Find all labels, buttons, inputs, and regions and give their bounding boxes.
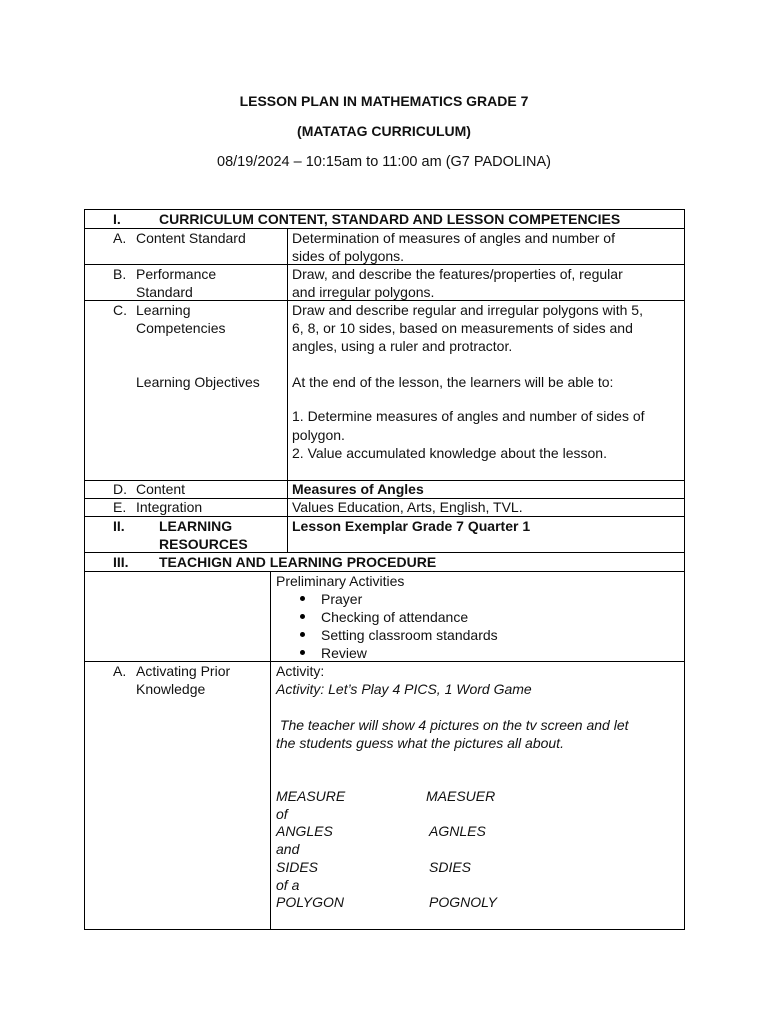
objectives-intro: At the end of the lesson, the learners will be able to: bbox=[292, 374, 614, 390]
row-b-value-line: Draw, and describe the features/properties of, regular bbox=[292, 266, 623, 282]
section2-title-line: LEARNING bbox=[159, 518, 233, 534]
clue-word: of a bbox=[276, 877, 300, 893]
clue-word: POLYGON bbox=[276, 894, 344, 910]
scrambled-word: MAESUER bbox=[426, 788, 496, 804]
activity-title: Activity: Let’s Play 4 PICS, 1 Word Game bbox=[276, 681, 532, 697]
clue-word: of bbox=[276, 806, 288, 822]
clue-word: MEASURE bbox=[276, 788, 346, 804]
row-c-value-line: 6, 8, or 10 sides, based on measurements of sides and bbox=[292, 320, 633, 336]
activating-label-line: Activating Prior bbox=[136, 663, 231, 679]
row-d-letter: D. bbox=[113, 481, 127, 497]
preliminary-item: Prayer bbox=[321, 591, 363, 607]
bullet-icon bbox=[300, 596, 305, 601]
row-a-value-line: Determination of measures of angles and number of bbox=[292, 230, 615, 246]
row-d-value: Measures of Angles bbox=[292, 481, 424, 497]
bullet-icon bbox=[300, 632, 305, 637]
row-b-label-line: Performance bbox=[136, 266, 217, 282]
lesson-title: LESSON PLAN IN MATHEMATICS GRADE 7 bbox=[239, 93, 529, 109]
scrambled-word: AGNLES bbox=[429, 823, 486, 839]
row-b-value-line: and irregular polygons. bbox=[292, 284, 435, 300]
row-a-label: Content Standard bbox=[136, 230, 246, 246]
preliminary-item: Checking of attendance bbox=[321, 609, 469, 625]
curriculum-subtitle: (MATATAG CURRICULUM) bbox=[297, 123, 471, 139]
row-a-value-line: sides of polygons. bbox=[292, 248, 405, 264]
bullet-icon bbox=[300, 614, 305, 619]
row-b-label-line: Standard bbox=[136, 284, 193, 300]
section2-number: II. bbox=[113, 518, 125, 534]
row-e-label: Integration bbox=[136, 499, 203, 515]
scrambled-word: POGNOLY bbox=[429, 894, 497, 910]
clue-word: ANGLES bbox=[276, 823, 333, 839]
row-e-value: Values Education, Arts, English, TVL. bbox=[292, 499, 523, 515]
preliminary-item: Review bbox=[321, 645, 367, 661]
row-d-label: Content bbox=[136, 481, 186, 497]
row-c-label-line: Competencies bbox=[136, 320, 226, 336]
activating-label-line: Knowledge bbox=[136, 681, 206, 697]
row-b-letter: B. bbox=[113, 266, 127, 282]
section1-title: CURRICULUM CONTENT, STANDARD AND LESSON COMPETENCIES bbox=[159, 211, 621, 227]
objectives-label: Learning Objectives bbox=[136, 374, 260, 390]
section3-number: III. bbox=[113, 554, 129, 570]
activating-letter: A. bbox=[113, 663, 127, 679]
row-a-letter: A. bbox=[113, 230, 127, 246]
objective-line: 1. Determine measures of angles and number of sides of bbox=[292, 408, 645, 424]
instruction-line: The teacher will show 4 pictures on the tv screen and let bbox=[276, 717, 629, 733]
bullet-icon bbox=[300, 650, 305, 655]
objective-line: polygon. bbox=[292, 427, 345, 443]
section2-value: Lesson Exemplar Grade 7 Quarter 1 bbox=[292, 518, 531, 534]
row-c-letter: C. bbox=[113, 302, 127, 318]
row-e-letter: E. bbox=[113, 499, 127, 515]
section1-number: I. bbox=[113, 211, 121, 227]
row-c-value-line: Draw and describe regular and irregular polygons with 5, bbox=[292, 302, 643, 318]
row-c-value-line: angles, using a ruler and protractor. bbox=[292, 338, 513, 354]
row-c-label-line: Learning bbox=[136, 302, 191, 318]
scrambled-word: SDIES bbox=[429, 859, 472, 875]
section2-title-line: RESOURCES bbox=[159, 536, 248, 552]
section3-title: TEACHIGN AND LEARNING PROCEDURE bbox=[159, 554, 437, 570]
lesson-plan-table bbox=[84, 209, 685, 930]
preliminary-item: Setting classroom standards bbox=[321, 627, 498, 643]
schedule-line: 08/19/2024 – 10:15am to 11:00 am (G7 PADOLINA) bbox=[217, 154, 551, 170]
activity-label: Activity: bbox=[276, 663, 325, 679]
objective-line: 2. Value accumulated knowledge about the lesson. bbox=[292, 445, 607, 461]
instruction-line: the students guess what the pictures all about. bbox=[276, 735, 564, 751]
clue-word: and bbox=[276, 841, 300, 857]
clue-word: SIDES bbox=[276, 859, 319, 875]
preliminary-title: Preliminary Activities bbox=[276, 573, 405, 589]
